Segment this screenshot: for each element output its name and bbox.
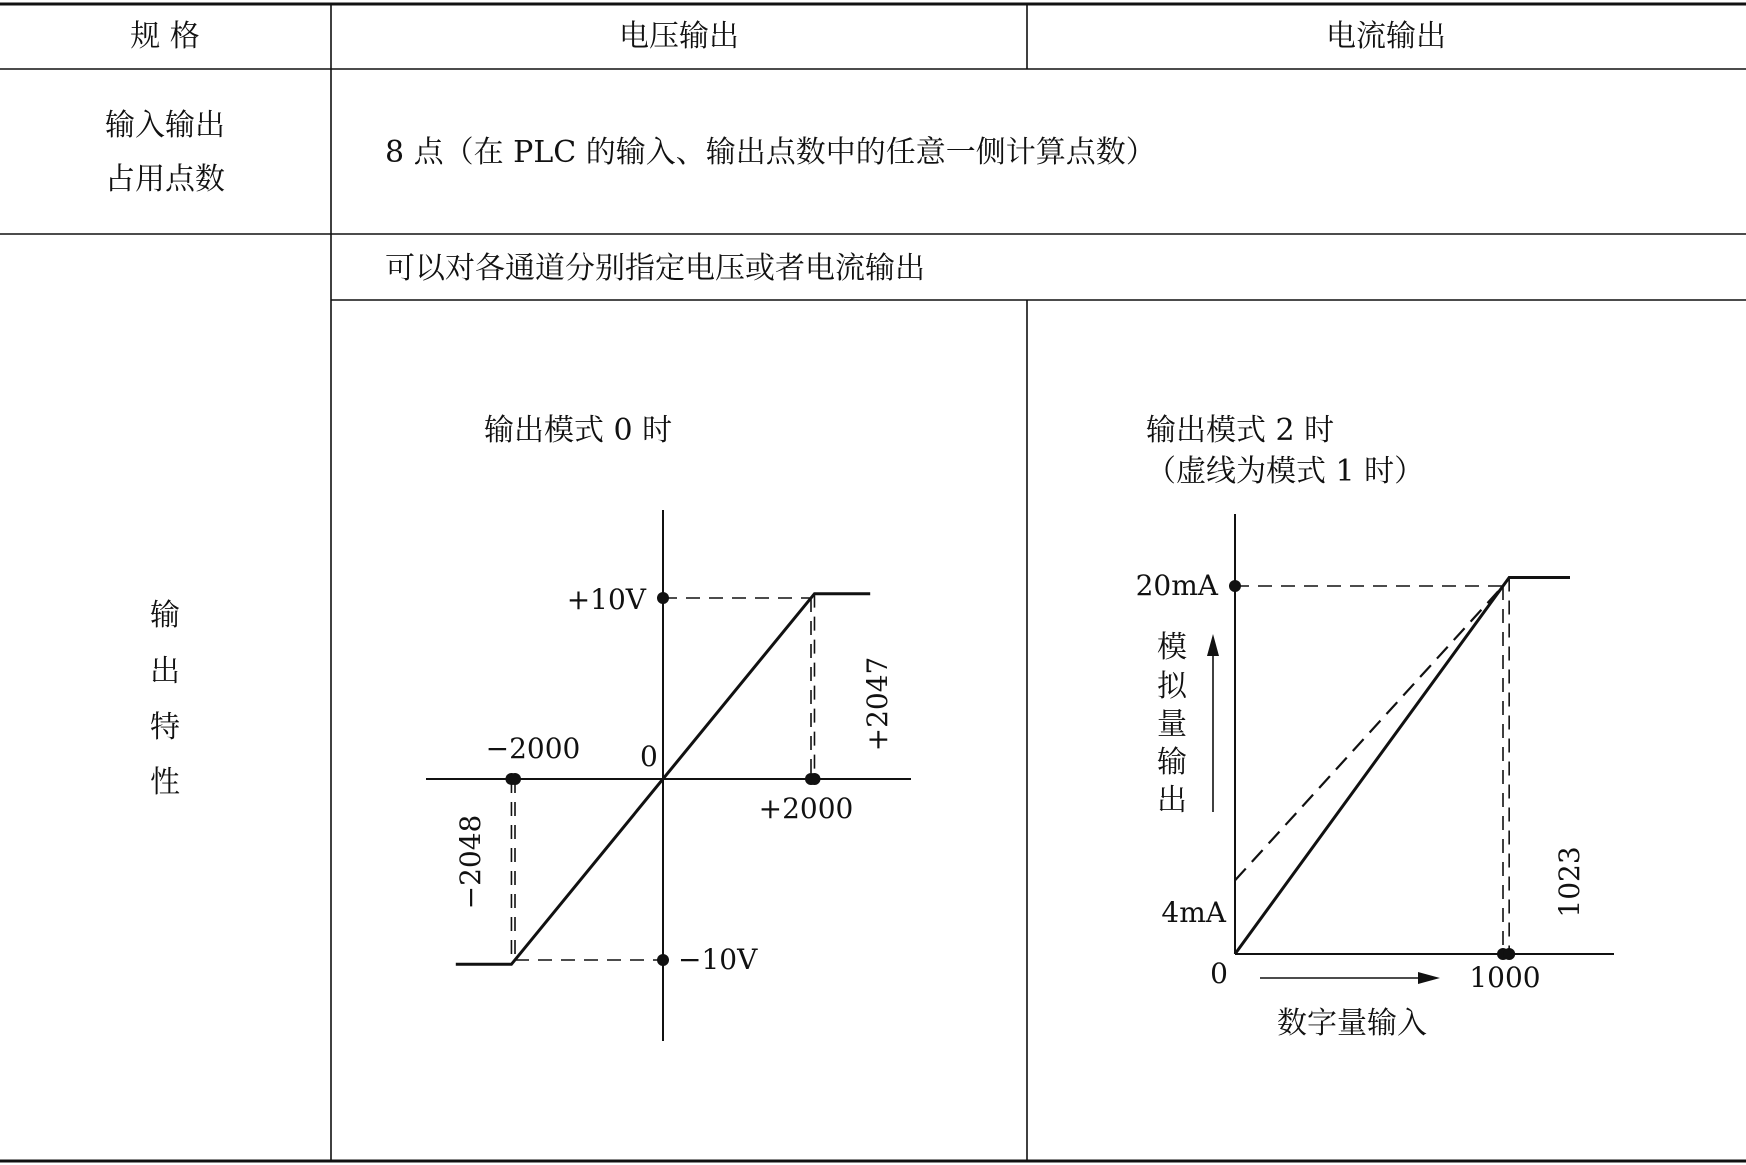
current-chart-ylabel-char-4: 出 xyxy=(1157,783,1187,818)
current-chart-ylabel xyxy=(1157,630,1188,818)
voltage-dot-y-pos xyxy=(657,592,669,604)
current-output-chart xyxy=(1136,413,1614,1041)
current-series-line-dashed xyxy=(1235,586,1503,880)
output-char-label-char-0: 输 xyxy=(150,598,180,633)
header-spec: 规 格 xyxy=(130,19,200,54)
current-series-line-solid xyxy=(1235,578,1570,955)
voltage-chart-x-pos2000-label: +2000 xyxy=(758,792,854,825)
current-chart-title-line2: （虚线为模式 1 时） xyxy=(1146,454,1425,489)
current-chart-ylabel-arrow-head xyxy=(1207,634,1219,656)
voltage-chart-x-neg2000-label: −2000 xyxy=(485,732,581,765)
voltage-chart-x-neg2048-label: −2048 xyxy=(454,814,487,910)
voltage-dot-y-neg xyxy=(657,954,669,966)
voltage-chart-title: 输出模式 0 时 xyxy=(484,413,673,448)
current-chart-title-line1: 输出模式 2 时 xyxy=(1146,413,1335,448)
current-dot-x1023 xyxy=(1503,948,1515,960)
current-chart-x1000-label: 1000 xyxy=(1469,961,1541,994)
current-chart-ylabel-char-3: 输 xyxy=(1157,745,1187,780)
header-current-output: 电流输出 xyxy=(1326,19,1446,54)
current-chart-x1023-label: 1023 xyxy=(1553,846,1586,918)
voltage-output-chart xyxy=(426,413,911,1041)
current-chart-y20-label: 20mA xyxy=(1135,569,1218,602)
voltage-dot-x-neg2000 xyxy=(509,773,521,785)
io-points-label-line2: 占用点数 xyxy=(105,162,225,197)
current-chart-ylabel-char-2: 量 xyxy=(1157,707,1187,742)
voltage-chart-y-neg-label: −10V xyxy=(678,943,758,976)
output-char-label-char-3: 性 xyxy=(150,765,180,800)
output-char-label-char-2: 特 xyxy=(150,710,180,745)
current-dot-y20 xyxy=(1229,580,1241,592)
current-chart-origin-label: 0 xyxy=(1210,957,1228,990)
voltage-chart-origin-label: 0 xyxy=(640,740,658,773)
io-points-label-line1: 输入输出 xyxy=(105,108,225,143)
output-characteristics-label xyxy=(150,598,180,800)
output-char-note: 可以对各通道分别指定电压或者电流输出 xyxy=(385,251,925,286)
output-char-label-char-1: 出 xyxy=(150,654,180,689)
io-points-value: 8 点（在 PLC 的输入、输出点数中的任意一侧计算点数） xyxy=(385,135,1156,170)
voltage-chart-y-pos-label: +10V xyxy=(566,583,646,616)
header-voltage-output: 电压输出 xyxy=(619,19,739,54)
current-chart-series xyxy=(1235,578,1570,955)
current-chart-ylabel-char-1: 拟 xyxy=(1157,669,1187,704)
current-chart-xlabel: 数字量输入 xyxy=(1277,1006,1427,1041)
current-chart-xlabel-arrow-head xyxy=(1418,972,1440,984)
current-chart-ylabel-char-0: 模 xyxy=(1157,630,1187,665)
current-chart-y4-label: 4mA xyxy=(1161,896,1226,929)
voltage-dot-x-pos2047 xyxy=(808,773,820,785)
voltage-chart-x-pos2047-label: +2047 xyxy=(861,656,894,752)
